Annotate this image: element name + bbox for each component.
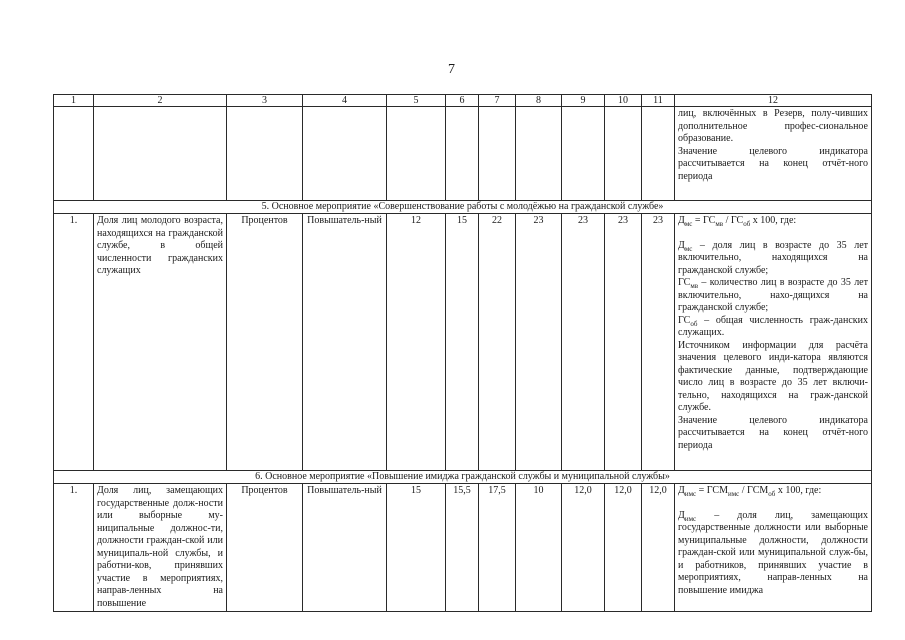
continued-text-2: Значение целевого индикатора рассчитывается на конец отчёт-ного периода: [678, 145, 868, 182]
direction: Повышатель-ный: [303, 214, 387, 471]
col-num-1: 1: [54, 95, 94, 107]
table-row: [54, 484, 872, 612]
col-num-11: 11: [642, 95, 675, 107]
col-num-6: 6: [446, 95, 479, 107]
unit: Процентов: [227, 484, 303, 612]
section-5-header: [54, 201, 872, 214]
col-num-7: 7: [479, 95, 516, 107]
value-cell: 15,5: [446, 484, 479, 612]
col-num-5: 5: [387, 95, 446, 107]
value-cell: 10: [516, 484, 562, 612]
formula: $Д_{мс} = ГС_{мв} / ГС_{об}$ x 100, где:: [678, 215, 797, 228]
col-num-9: 9: [562, 95, 605, 107]
continued-description: [675, 107, 872, 201]
section-6-header: [54, 471, 872, 484]
section-6-title: 6. Основное мероприятие «Повышение имиджа гражданской службы и муниципальной службы»: [54, 471, 872, 484]
column-number-row: [54, 95, 872, 107]
continued-text-1: лиц, включённых в Резерв, полу-чивших дополнительное профес-сиональное образование.: [678, 108, 868, 144]
col-num-8: 8: [516, 95, 562, 107]
table-row: [54, 214, 872, 471]
definition: $Д_{имс}$ – доля лиц, замещающих государственные должности или выборные муниципальные должности, должности граждан-ской или муниципальной служ-бы, и работников, принявших участие в мероприятиях, направ-ленных на повышение имиджа: [678, 509, 868, 596]
value-cell: 17,5: [479, 484, 516, 612]
indicators-table: [53, 94, 872, 612]
value-cell: 15: [446, 214, 479, 471]
value-cell: 15: [387, 484, 446, 612]
calculation-method: [675, 484, 872, 612]
col-num-10: 10: [605, 95, 642, 107]
formula: $Д_{имс} = ГСМ_{имс} / ГСМ_{об}$ x 100, где:: [678, 485, 822, 498]
col-num-4: 4: [303, 95, 387, 107]
value-cell: 23: [642, 214, 675, 471]
definition: $ГС_{об}$ – общая численность граж-данских служащих.: [678, 314, 868, 338]
unit: Процентов: [227, 214, 303, 471]
calc-note: Значение целевого индикатора рассчитывается на конец отчёт-ного периода: [678, 414, 868, 451]
value-cell: 12,0: [562, 484, 605, 612]
calculation-method: [675, 214, 872, 471]
col-num-12: 12: [675, 95, 872, 107]
value-cell: 22: [479, 214, 516, 471]
indicator-name: Доля лиц, замещающих государственные долж-ности или выборные му-ниципальные должнос-ти, должности граждан-ской или муниципаль-ной службы, и работни-ков, принявших участие в мероприятиях, направ-ленных на повышение: [94, 484, 227, 612]
value-cell: 23: [605, 214, 642, 471]
row-number: 1.: [54, 484, 94, 612]
col-num-3: 3: [227, 95, 303, 107]
direction: Повышатель-ный: [303, 484, 387, 612]
definition: $ГС_{мв}$ – количество лиц в возрасте до 35 лет включительно, нахо-дящихся на гражданской службе;: [678, 277, 868, 313]
section-5-title: 5. Основное мероприятие «Совершенствование работы с молодёжью на гражданской службе»: [54, 201, 872, 214]
value-cell: 23: [516, 214, 562, 471]
page-number: 7: [448, 62, 455, 77]
value-cell: 12: [387, 214, 446, 471]
value-cell: 23: [562, 214, 605, 471]
row-number: 1.: [54, 214, 94, 471]
value-cell: 12,0: [605, 484, 642, 612]
col-num-2: 2: [94, 95, 227, 107]
continued-row: [54, 107, 872, 201]
definition: $Д_{мс}$ – доля лиц в возрасте до 35 лет включительно, находящихся на гражданской службе;: [678, 239, 868, 276]
source-note: Источником информации для расчёта значения целевого инди-катора являются фактические данные, подтверждающие число лиц в возрасте до 35 лет включи-тельно, находящихся на граж-данской службе.: [678, 339, 868, 413]
value-cell: 12,0: [642, 484, 675, 612]
indicator-name: Доля лиц молодого возраста, находящихся на гражданской службе, в общей численности гражданских служащих: [94, 214, 227, 471]
